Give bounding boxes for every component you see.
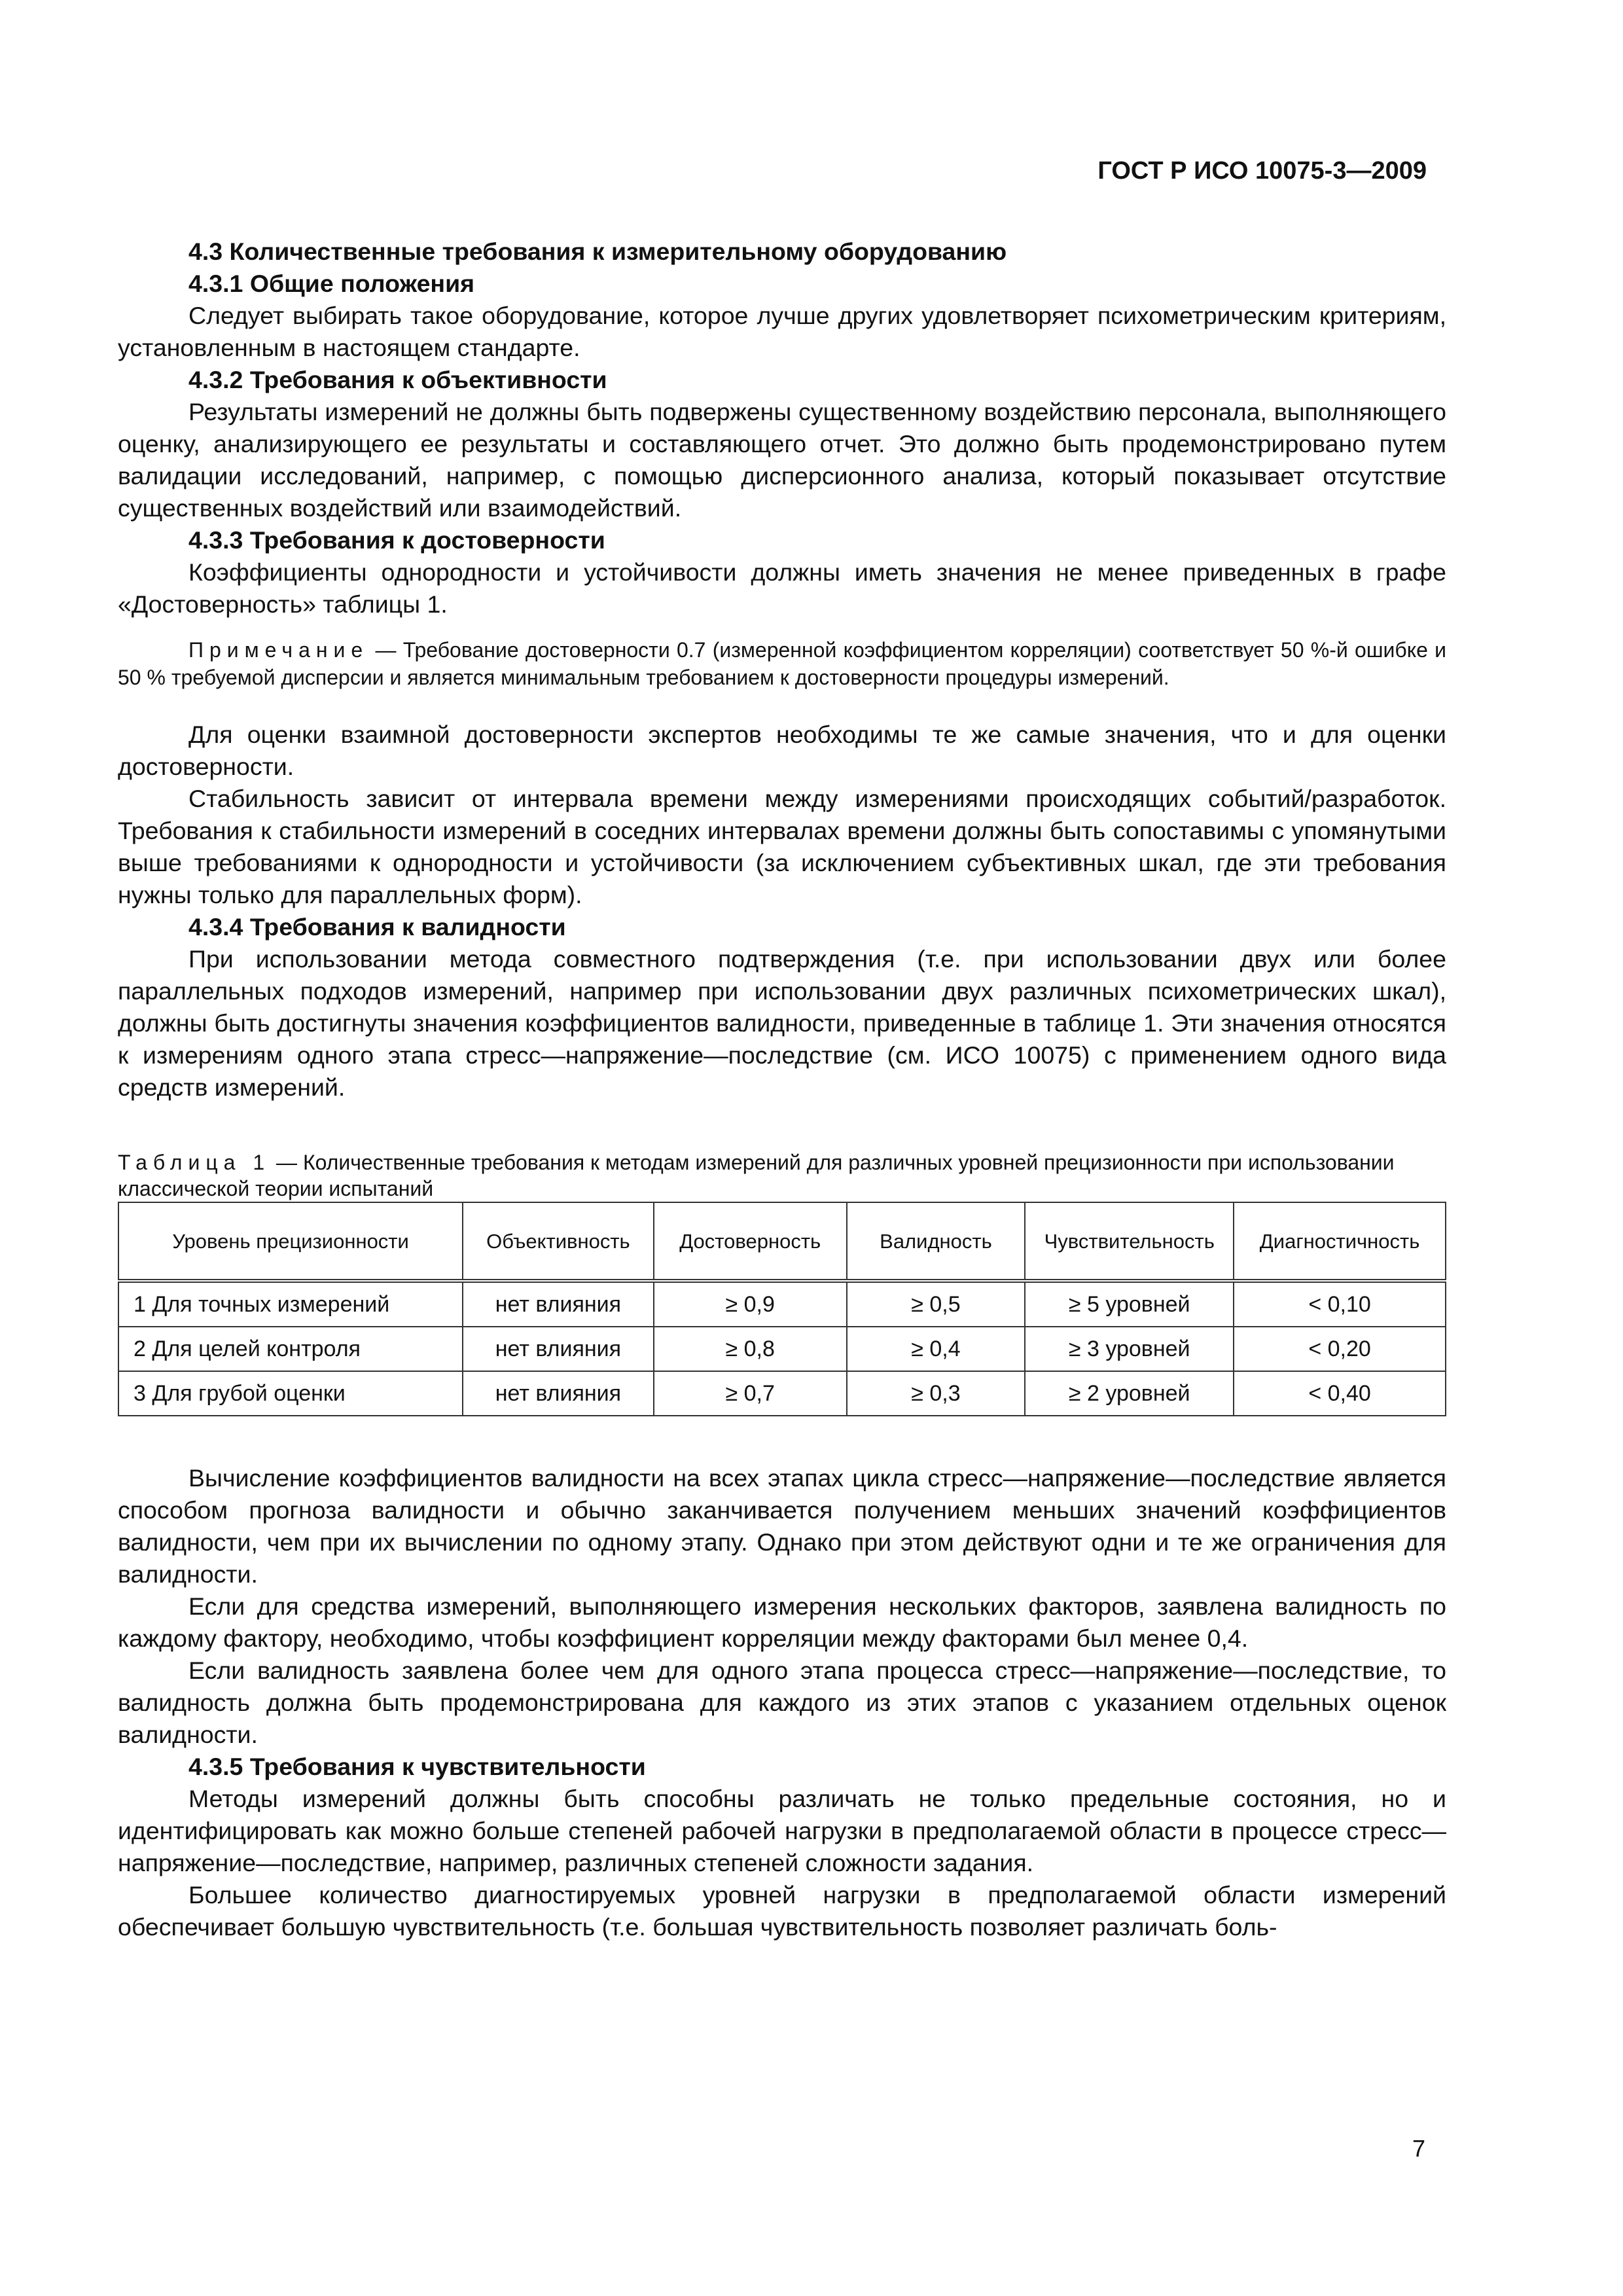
table-row [118,1281,1446,1327]
note-label: Примечание [188,638,369,662]
paragraph: Результаты измерений не должны быть подвержены существенному воздействию персонала, выполняющего оценку, анализирующего ее результаты и составляющего отчет. Это должно быть продемонстрировано путем валидации исследований, например, с помощью дисперсионного анализа, который показывает отсутствие существенных воздействий или взаимодействий. [118,398,1446,522]
paragraph: Если валидность заявлена более чем для одного этапа процесса стресс—напряжение—последствие, то валидность должна быть продемонстрирована для каждого из этих этапов с указанием отдельных оценок валидности. [118,1657,1446,1748]
table-cell: ≥ 0,9 [654,1281,847,1327]
table-cell: ≥ 2 уровней [1025,1371,1234,1416]
table-cell: ≥ 5 уровней [1025,1281,1234,1327]
table-caption-label: Таблица 1 [118,1151,271,1174]
table-cell: 1 Для точных измерений [118,1281,463,1327]
table-cell: ≥ 3 уровней [1025,1327,1234,1371]
paragraph: Стабильность зависит от интервала времени между измерениями происходящих событий/разработок. Требования к стабильности измерений в соседних интервалах времени должны быть сопоставимы с упомянутыми выше требованиями к однородности и устойчивости (за исключением субъективных шкал, где эти требования нужны только для параллельных форм). [118,785,1446,908]
section-4-3-4-title: 4.3.4 Требования к валидности [188,913,566,941]
page-content [118,236,1446,1943]
table-cell: ≥ 0,7 [654,1371,847,1416]
table-header-row [118,1202,1446,1281]
table-row [118,1327,1446,1371]
section-4-3-5-title: 4.3.5 Требования к чувствительности [188,1753,646,1780]
table-cell: нет влияния [463,1371,654,1416]
note-text: — Требование достоверности 0.7 (измеренной коэффициентом корреляции) соответствует 50 %-й ошибке и 50 % требуемой дисперсии и является минимальным требованием к достоверности процедуры измерений. [118,638,1446,689]
note [118,636,1446,691]
paragraph: Вычисление коэффициентов валидности на всех этапах цикла стресс—напряжение—последствие является способом прогноза валидности и обычно заканчивается получением меньших значений коэффициентов валидности, чем при их вычислении по одному этапу. Однако при этом действуют одни и те же ограничения для валидности. [118,1464,1446,1588]
table-cell: 3 Для грубой оценки [118,1371,463,1416]
table-cell: нет влияния [463,1327,654,1371]
paragraph: Большее количество диагностируемых уровней нагрузки в предполагаемой области измерений обеспечивает большую чувствительность (т.е. большая чувствительность позволяет различать боль- [118,1881,1446,1941]
section-4-3-1-title: 4.3.1 Общие положения [188,270,475,297]
section-4-3-2-title: 4.3.2 Требования к объективности [188,366,607,393]
table-cell: ≥ 0,3 [847,1371,1026,1416]
table-cell: 2 Для целей контроля [118,1327,463,1371]
paragraph: Методы измерений должны быть способны различать не только предельные состояния, но и идентифицировать как можно больше степеней рабочей нагрузки в предполагаемой области в процессе стресс—напряжение—последствие, например, различных степеней сложности задания. [118,1785,1446,1876]
table-row [118,1371,1446,1416]
table-cell: ≥ 0,5 [847,1281,1026,1327]
paragraph: Коэффициенты однородности и устойчивости должны иметь значения не менее приведенных в графе «Достоверность» таблицы 1. [118,558,1446,618]
table-cell: < 0,20 [1234,1327,1446,1371]
section-4-3-3-title: 4.3.3 Требования к достоверности [188,526,605,554]
table-cell: ≥ 0,4 [847,1327,1026,1371]
document-code: ГОСТ Р ИСО 10075-3—2009 [1097,157,1427,185]
requirements-table [118,1202,1446,1416]
paragraph: Для оценки взаимной достоверности экспертов необходимы те же самые значения, что и для оценки достоверности. [118,721,1446,780]
paragraph: Если для средства измерений, выполняющего измерения нескольких факторов, заявлена валидность по каждому фактору, необходимо, чтобы коэффициент корреляции между факторами был менее 0,4. [118,1592,1446,1652]
table-cell: < 0,40 [1234,1371,1446,1416]
paragraph: Следует выбирать такое оборудование, которое лучше других удовлетворяет психометрическим критериям, установленным в настоящем стандарте. [118,302,1446,361]
table-cell: нет влияния [463,1281,654,1327]
table-caption-text: — Количественные требования к методам измерений для различных уровней прецизионности при использовании классической теории испытаний [118,1151,1395,1200]
paragraph: При использовании метода совместного подтверждения (т.е. при использовании двух или более параллельных подходов измерений, например при использовании двух различных психометрических шкал), должны быть достигнуты значения коэффициентов валидности, приведенные в таблице 1. Эти значения относятся к измерениям одного этапа стресс—напряжение—последствие (см. ИСО 10075) с применением одного вида средств измерений. [118,945,1446,1101]
header-diagnosticity: Диагностичность [1234,1202,1446,1281]
header-sensitivity: Чувствительность [1025,1202,1234,1281]
header-validity: Валидность [847,1202,1026,1281]
section-4-3-title: 4.3 Количественные требования к измерительному оборудованию [188,238,1007,265]
table-caption [118,1149,1446,1202]
page-number: 7 [1412,2135,1425,2162]
header-precision-level: Уровень прецизионности [118,1202,463,1281]
table-cell: < 0,10 [1234,1281,1446,1327]
header-objectivity: Объективность [463,1202,654,1281]
header-reliability: Достоверность [654,1202,847,1281]
table-cell: ≥ 0,8 [654,1327,847,1371]
